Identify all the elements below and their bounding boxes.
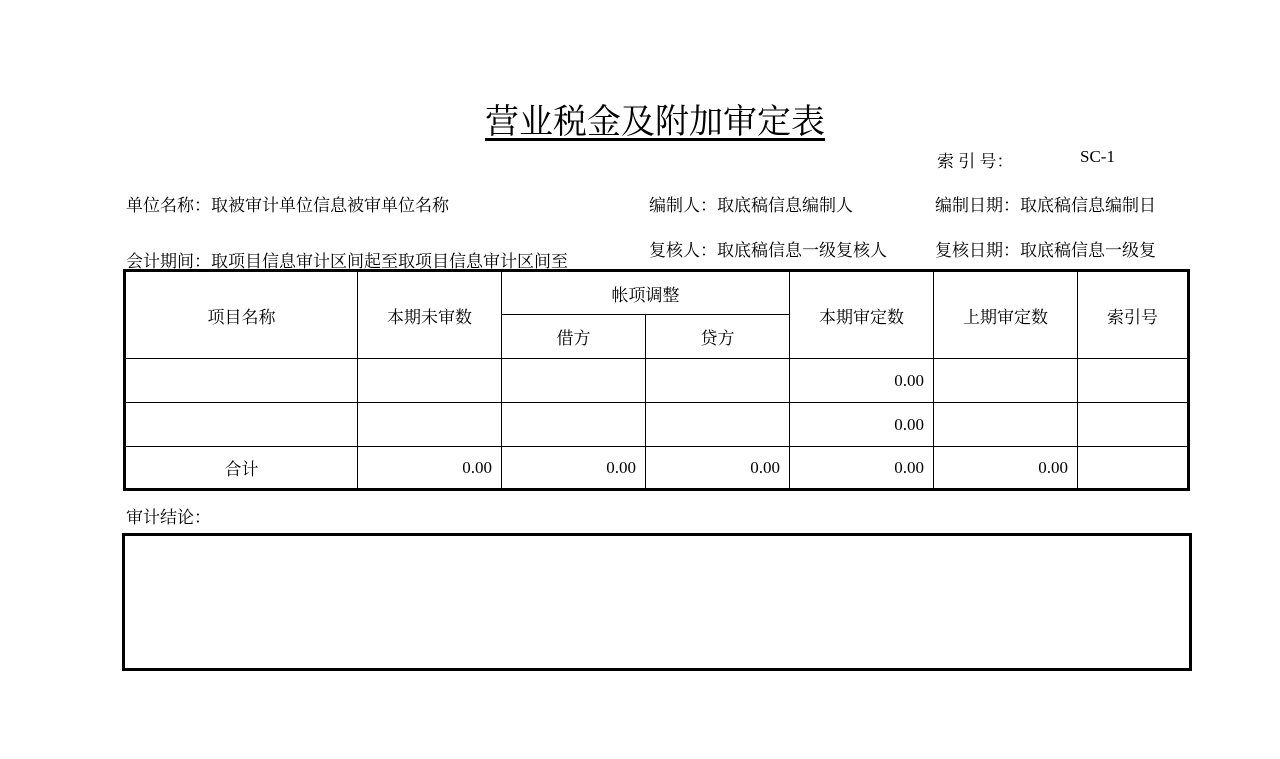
reviewer: 复核人：取底稿信息一级复核人 [649, 241, 887, 260]
preparer: 编制人：取底稿信息编制人 [649, 196, 853, 215]
page-title [0, 94, 1280, 143]
unit-name: 单位名称：取被审计单位信息被审单位名称 [126, 196, 449, 215]
header-adjust: 帐项调整 [502, 271, 790, 315]
cell-credit[interactable] [646, 359, 790, 403]
table-row [125, 403, 1189, 447]
cell-prior[interactable] [934, 403, 1078, 447]
cell-debit[interactable] [502, 359, 646, 403]
total-ref [1078, 447, 1189, 490]
prepare-date: 编制日期：取底稿信息编制日 [935, 196, 1156, 215]
header-prior: 上期审定数 [934, 271, 1078, 359]
header-credit: 贷方 [646, 315, 790, 359]
conclusion-label: 审计结论： [126, 508, 211, 527]
header-audited: 本期审定数 [790, 271, 934, 359]
cell-item[interactable] [125, 403, 358, 447]
review-date: 复核日期：取底稿信息一级复 [935, 241, 1156, 260]
header-debit: 借方 [502, 315, 646, 359]
cell-debit[interactable] [502, 403, 646, 447]
header-unaudited: 本期未审数 [358, 271, 502, 359]
total-prior: 0.00 [934, 447, 1078, 490]
total-credit: 0.00 [646, 447, 790, 490]
audit-table [123, 269, 1190, 491]
total-audited: 0.00 [790, 447, 934, 490]
accounting-period: 会计期间：取项目信息审计区间起至取项目信息审计区间至 [126, 252, 568, 271]
conclusion-box[interactable] [122, 533, 1192, 671]
total-unaudited: 0.00 [358, 447, 502, 490]
cell-prior[interactable] [934, 359, 1078, 403]
total-label: 合计 [125, 447, 358, 490]
table-row [125, 359, 1189, 403]
cell-ref[interactable] [1078, 403, 1189, 447]
cell-unaudited[interactable] [358, 359, 502, 403]
header-ref: 索引号 [1078, 271, 1189, 359]
header-item: 项目名称 [125, 271, 358, 359]
cell-audited[interactable]: 0.00 [790, 403, 934, 447]
cell-credit[interactable] [646, 403, 790, 447]
cell-unaudited[interactable] [358, 403, 502, 447]
total-debit: 0.00 [502, 447, 646, 490]
total-row [125, 447, 1189, 490]
cell-item[interactable] [125, 359, 358, 403]
cell-ref[interactable] [1078, 359, 1189, 403]
title-text: 营业税金及附加审定表 [485, 104, 825, 141]
index-value: SC-1 [1080, 147, 1115, 166]
cell-audited[interactable]: 0.00 [790, 359, 934, 403]
index-label: 索 引 号： [937, 152, 1014, 171]
